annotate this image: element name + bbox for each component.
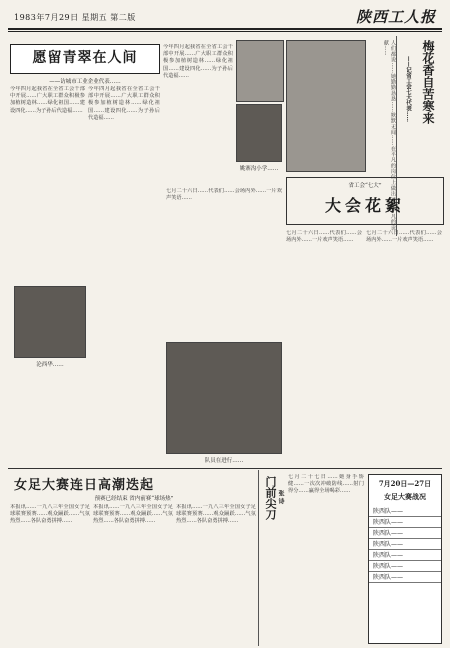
story4-body-col1: 本报讯……一九八三年全国女子足球联赛预赛……观众踊跃……气氛热烈……各队奋勇拼搏…… xyxy=(10,504,90,525)
story4-body-col2: 本报讯……一九八三年全国女子足球联赛预赛……观众踊跃……气氛热烈……各队奋勇拼搏…… xyxy=(93,504,173,525)
caption-3: 队员在进行…… xyxy=(204,458,244,464)
masthead-rule-thin xyxy=(8,31,442,32)
results-row: 陕西队—— xyxy=(369,550,441,561)
story2-title: 梅花香自苦寒来 xyxy=(421,40,435,124)
photo-team xyxy=(166,342,282,454)
story5-byline: 张 诗 xyxy=(277,490,284,505)
results-row: 陕西队—— xyxy=(369,572,441,583)
issue-date: 1983年7月29日 星期五 第二版 xyxy=(14,13,136,22)
story2-body: 人们都说……她勤勤恳恳……默默无闻……在平凡的岗位上做出了不平凡的贡献…… xyxy=(382,40,396,230)
story3-kicker: 省工会“七大” xyxy=(348,183,382,189)
results-row: 陕西队—— xyxy=(369,561,441,572)
results-title: 女足大赛战况 xyxy=(384,492,426,501)
story1-body-col3: 今年四月起我省在全省工会干部中开展……广大职工群众积极参加植树造林……绿化祖国……建设四化……为子孙后代造福…… xyxy=(163,44,233,79)
story3-title: 大会花絮 xyxy=(324,196,405,215)
results-row: 陕西队—— xyxy=(369,528,441,539)
story5-body: 七月二十七日……她身手矫健……一次次冲破防线……射门得分……赢得全场喝彩…… xyxy=(288,474,364,495)
section-rule xyxy=(8,468,442,469)
story1-subline: ——访城市工业企业代表…… xyxy=(49,79,121,85)
results-box xyxy=(368,474,442,644)
masthead xyxy=(8,4,442,28)
photo-group xyxy=(236,104,282,162)
results-row: 陕西队—— xyxy=(369,539,441,550)
column-divider-2 xyxy=(258,470,259,646)
story1-body-col2: 今年四月起我省在全省工会干部中开展……广大职工群众积极参加植树造林……绿化祖国……建设四化……为子孙后代造福…… xyxy=(88,86,160,121)
story2-subtitle: ——记省工会七大代表…… xyxy=(405,56,411,122)
story-center-body: 七月二十六日……代表们……会场内外……一片欢声笑语…… xyxy=(166,188,282,202)
photo-portrait xyxy=(236,40,284,102)
story1-body-col1: 今年四月起我省在全省工会干部中开展……广大职工群众积极参加植树造林……绿化祖国……建设四化……为子孙后代造福…… xyxy=(10,86,85,114)
story3-body-col1: 七月二十六日……代表们……会场内外……一片欢声笑语…… xyxy=(286,230,362,244)
masthead-rule xyxy=(8,28,442,30)
results-row: 陕西队—— xyxy=(369,517,441,528)
photo-illustration xyxy=(286,40,366,172)
caption-2: 沦西华…… xyxy=(36,362,64,368)
story5-title: 门前尖刀 xyxy=(264,476,277,520)
results-row: 陕西队—— xyxy=(369,506,441,517)
results-date: 7月20日—27日 xyxy=(378,479,432,488)
story4-title: 女足大赛连日高潮迭起 xyxy=(14,478,155,493)
story1-headline: 愿留青翠在人间 xyxy=(32,50,138,66)
photo-athletes xyxy=(14,286,86,358)
newspaper-logo: 陕西工人报 xyxy=(355,8,436,26)
caption-1: 姚寨沟小学…… xyxy=(239,166,279,172)
story4-body-col3: 本报讯……一九八三年全国女子足球联赛预赛……观众踊跃……气氛热烈……各队奋勇拼搏…… xyxy=(176,504,256,525)
story3-body-col2: 七月二十六日……代表们……会场内外……一片欢声笑语…… xyxy=(366,230,442,244)
story4-subline: 预赛已经结束 省内前赛“球场热” xyxy=(94,496,174,502)
